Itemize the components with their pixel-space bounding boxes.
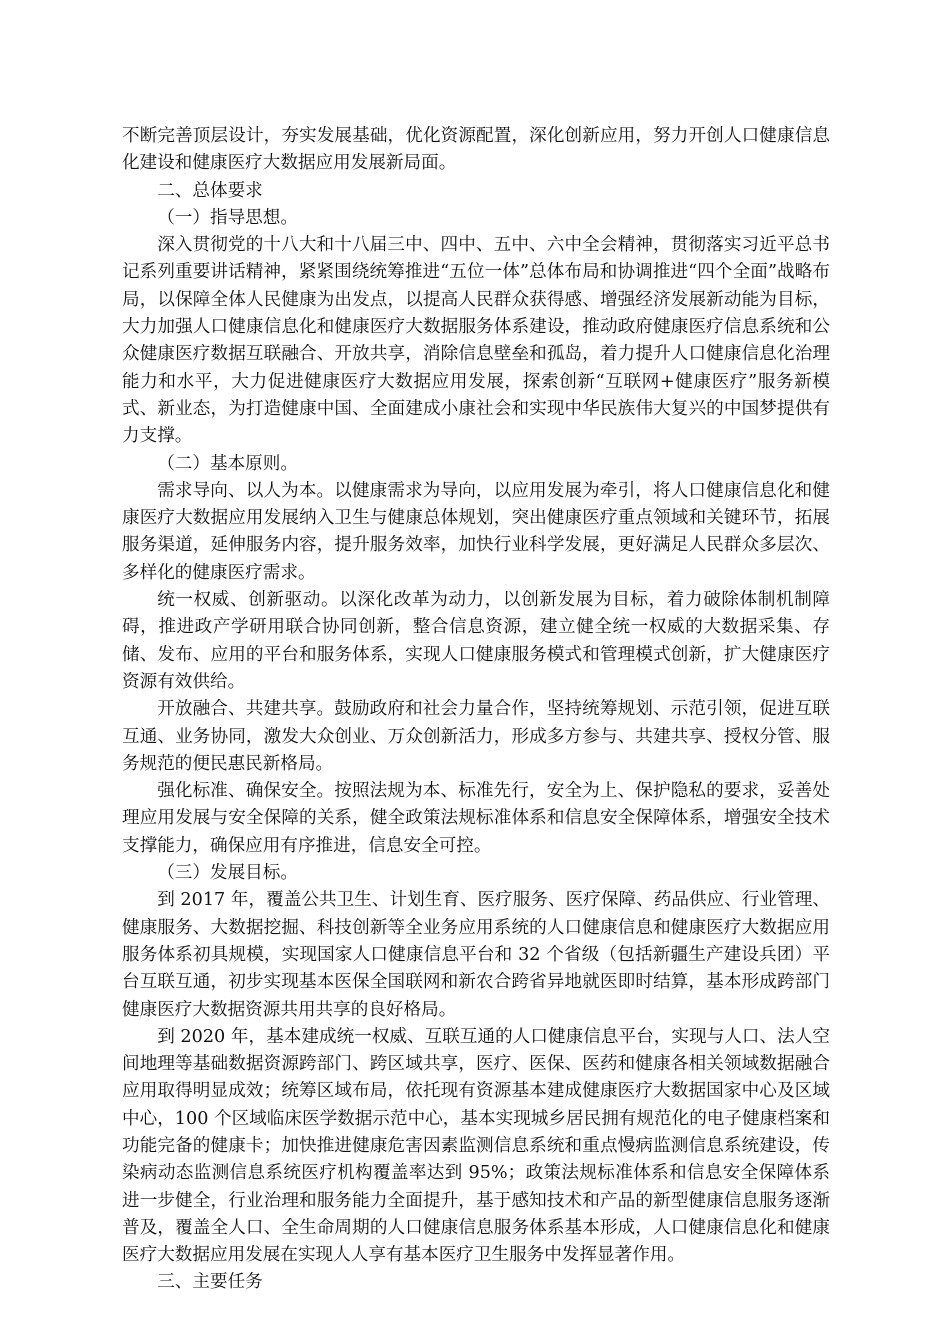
- body-paragraph-continued: 不断完善顶层设计，夯实发展基础，优化资源配置，深化创新应用，努力开创人口健康信息化建设和健康医疗大数据应用发展新局面。: [122, 126, 830, 174]
- subheading-basic-principles: （二）基本原则。: [157, 453, 298, 474]
- body-paragraph-principle-authority: 统一权威、创新驱动。以深化改革为动力，以创新发展为目标，着力破除体制机制障碍，推进政产学研用联合协同创新，整合信息资源，建立健全统一权威的大数据采集、存储、发布、应用的平台和服务体系，实现人口健康服务模式和管理模式创新，扩大健康医疗资源有效供给。: [122, 590, 830, 692]
- section-heading-overall-requirements: 二、总体要求: [157, 180, 263, 201]
- subheading-guiding-thought: （一）指导思想。: [157, 207, 298, 228]
- body-paragraph-principle-security: 强化标准、确保安全。按照法规为本、标准先行，安全为上、保护隐私的要求，妥善处理应用发展与安全保障的关系，健全政策法规标准体系和信息安全保障体系，增强安全技术支撑能力，确保应用有序推进，信息安全可控。: [122, 781, 830, 856]
- document-body: [122, 123, 830, 1297]
- body-paragraph-principle-openness: 开放融合、共建共享。鼓励政府和社会力量合作，坚持统筹规划、示范引领，促进互联互通、业务协同，激发大众创业、万众创新活力，形成多方参与、共建共享、授权分管、服务规范的便民惠民新格局。: [122, 699, 830, 774]
- section-heading-main-tasks: 三、主要任务: [157, 1272, 263, 1293]
- body-paragraph-goal-2020: 到 2020 年，基本建成统一权威、互联互通的人口健康信息平台，实现与人口、法人空间地理等基础数据资源跨部门、跨区域共享，医疗、医保、医药和健康各相关领域数据融合应用取得明显成效；统筹区域布局，依托现有资源基本建成健康医疗大数据国家中心及区域中心，100 个区域临床医学数据示范中心，基本实现城乡居民拥有规范化的电子健康档案和功能完备的健康卡；加快推进健康危害因素监测信息系统和重点慢病监测信息系统建设，传染病动态监测信息系统医疗机构覆盖率达到 95%；政策法规标准体系和信息安全保障体系进一步健全，行业治理和服务能力全面提升，基于感知技术和产品的新型健康信息服务逐渐普及，覆盖全人口、全生命周期的人口健康信息服务体系基本形成，人口健康信息化和健康医疗大数据应用发展在实现人人享有基本医疗卫生服务中发挥显著作用。: [122, 1026, 830, 1266]
- subheading-development-goals: （三）发展目标。: [157, 863, 298, 884]
- body-paragraph-goal-2017: 到 2017 年，覆盖公共卫生、计划生育、医疗服务、医疗保障、药品供应、行业管理、健康服务、大数据挖掘、科技创新等全业务应用系统的人口健康信息和健康医疗大数据应用服务体系初具规模，实现国家人口健康信息平台和 32 个省级（包括新疆生产建设兵团）平台互联互通，初步实现基本医保全国联网和新农合跨省异地就医即时结算，基本形成跨部门健康医疗大数据资源共用共享的良好格局。: [122, 890, 830, 1020]
- body-paragraph-guiding-thought: 深入贯彻党的十八大和十八届三中、四中、五中、六中全会精神，贯彻落实习近平总书记系列重要讲话精神，紧紧围绕统筹推进“五位一体”总体布局和协调推进“四个全面”战略布局，以保障全体人民健康为出发点，以提高人民群众获得感、增强经济发展新动能为目标，大力加强人口健康信息化和健康医疗大数据服务体系建设，推动政府健康医疗信息系统和公众健康医疗数据互联融合、开放共享，消除信息壁垒和孤岛，着力提升人口健康信息化治理能力和水平，大力促进健康医疗大数据应用发展，探索创新“互联网+健康医疗”服务新模式、新业态，为打造健康中国、全面建成小康社会和实现中华民族伟大复兴的中国梦提供有力支撑。: [122, 235, 830, 447]
- body-paragraph-principle-demand: 需求导向、以人为本。以健康需求为导向，以应用发展为牵引，将人口健康信息化和健康医疗大数据应用发展纳入卫生与健康总体规划，突出健康医疗重点领域和关键环节，拓展服务渠道，延伸服务内容，提升服务效率，加快行业科学发展，更好满足人民群众多层次、多样化的健康医疗需求。: [122, 480, 830, 583]
